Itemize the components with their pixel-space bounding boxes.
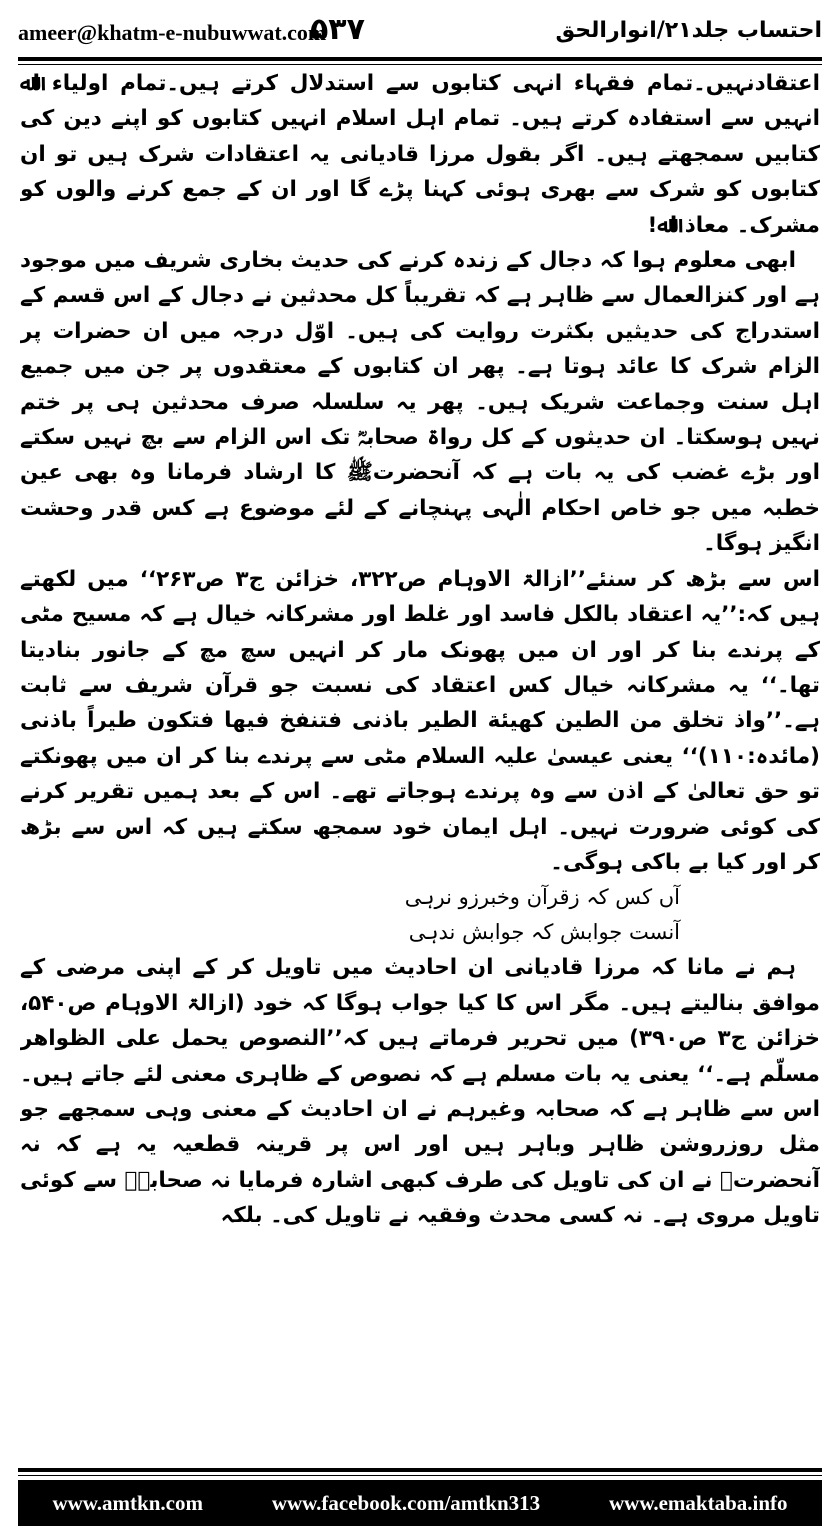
persian-verse-line-1: آں کس کہ زقرآن وخبرزو نرہی — [404, 885, 680, 910]
header-divider — [18, 57, 822, 65]
paragraph-4: ہم نے مانا کہ مرزا قادیانی ان احادیث میں تاویل کر کے اپنی مرضی کے موافق بنالیتے ہیں۔ مگر اس کا کیا جواب ہوگا کہ خود (ازالۃ الاوہام ص۵۴۰، خزائن ج۳ ص۳۹۰) میں تحریر فرماتے ہیں کہ’’النصوص يحمل على الظواهر مسلّم ہے۔‘‘ یعنی یہ بات مسلم ہے کہ نصوص کے ظاہری معنی لئے جاتے ہیں۔ اس سے ظاہر ہے کہ صحابہ وغیرہم نے ان احادیث کے معنی وہی سمجھے جو مثل روزروشن ظاہر وباہر ہیں اور اس پر قرینہ قطعیہ یہ ہے کہ نہ آنحضرتﷺ نے ان کی تاویل کی طرف کبھی اشارہ فرمایا نہ صحابہؓ سے کوئی تاویل مروی ہے۔ نہ کسی محدث وفقیہ نے تاویل کی۔ بلکہ — [20, 955, 820, 1229]
book-title: احتساب جلد۲۱/انوارالحق — [555, 18, 822, 43]
page-header — [18, 12, 822, 52]
paragraph-3: اس سے بڑھ کر سنئے’’ازالۃ الاوہام ص۳۲۲، خزائن ج۳ ص۲۶۳‘‘ میں لکھتے ہیں کہ:’’یہ اعتقاد بالکل فاسد اور غلط اور مشرکانہ خیال ہے کہ مسیح مٹی کے پرندے بنا کر اور ان میں پھونک مار کر انہیں سچ مچ کے جانور بنادیتا تھا۔‘‘ یہ مشرکانہ خیال کس اعتقاد کی نسبت جو قرآن شریف سے ثابت ہے۔’’واذ تخلق من الطين كهيئة الطير باذنی فتنفخ فيها فتكون طيراً باذنی (مائدہ:۱۱۰)‘‘ یعنی عیسیٰ علیہ السلام مٹی سے پرندے بنا کر ان میں پھونکتے تو حق تعالیٰ کے اذن سے وہ پرندے ہوجاتے تھے۔ اس کے بعد ہمیں تقریر کرنے کی کوئی ضرورت نہیں۔ اہل ایمان خود سمجھ سکتے ہیں کہ اس سے بڑھ کر اور کیا بے باکی ہوگی۔ — [20, 566, 820, 875]
page-footer — [18, 1480, 822, 1526]
page-number: ۵۳۷ — [310, 12, 365, 47]
footer-divider — [18, 1468, 822, 1476]
footer-link-emaktaba[interactable]: www.emaktaba.info — [609, 1490, 788, 1515]
header-email: ameer@khatm-e-nubuwwat.com — [18, 20, 327, 45]
footer-link-facebook[interactable]: www.facebook.com/amtkn313 — [271, 1490, 541, 1515]
persian-verse-line-2: آنست جوابش کہ جوابش ندہی — [408, 920, 680, 945]
page-body — [20, 66, 820, 1456]
paragraph-1: اعتقادنہیں۔تمام فقہاء انہی کتابوں سے استدلال کرتے ہیں۔تمام اولیاء اﷲ انہیں سے استفادہ کرتے ہیں۔ تمام اہل اسلام انہیں کتابوں کو اپنے دین کی کتابیں سمجھتے ہیں۔ اگر بقول مرزا قادیانی یہ اعتقادات شرک ہیں تو ان کتابوں کو شرک سے بھری ہوئی کہنا پڑے گا اور ان کے جمع کرنے والوں کو مشرک۔ معاذ اﷲ! — [20, 71, 820, 238]
footer-link-amtkn[interactable]: www.amtkn.com — [52, 1490, 203, 1515]
paragraph-2: ابھی معلوم ہوا کہ دجال کے زندہ کرنے کی حدیث بخاری شریف میں موجود ہے اور کنزالعمال سے ظاہر ہے کہ تقریباً کل محدثین نے دجال کے اس قسم کے استدراج کی حدیثیں بکثرت روایت کی ہیں۔ اوّل درجہ میں ان حضرات پر الزام شرک کا عائد ہوتا ہے۔ پھر ان کتابوں کے معتقدوں پر جن میں جمیع اہل سنت وجماعت شریک ہیں۔ پھر یہ سلسلہ صرف محدثین ہی پر ختم نہیں ہوسکتا۔ ان حدیثوں کے کل رواۃ صحابہؓ تک اس الزام سے بچ نہیں سکتے اور بڑے غضب کی یہ بات ہے کہ آنحضرتﷺ کا ارشاد فرمانا وہ بھی عین خطبہ میں جو خاص احکام الٰہی پہنچانے کے لئے موضوع ہے کس قدر وحشت انگیز ہوگا۔ — [20, 248, 820, 557]
